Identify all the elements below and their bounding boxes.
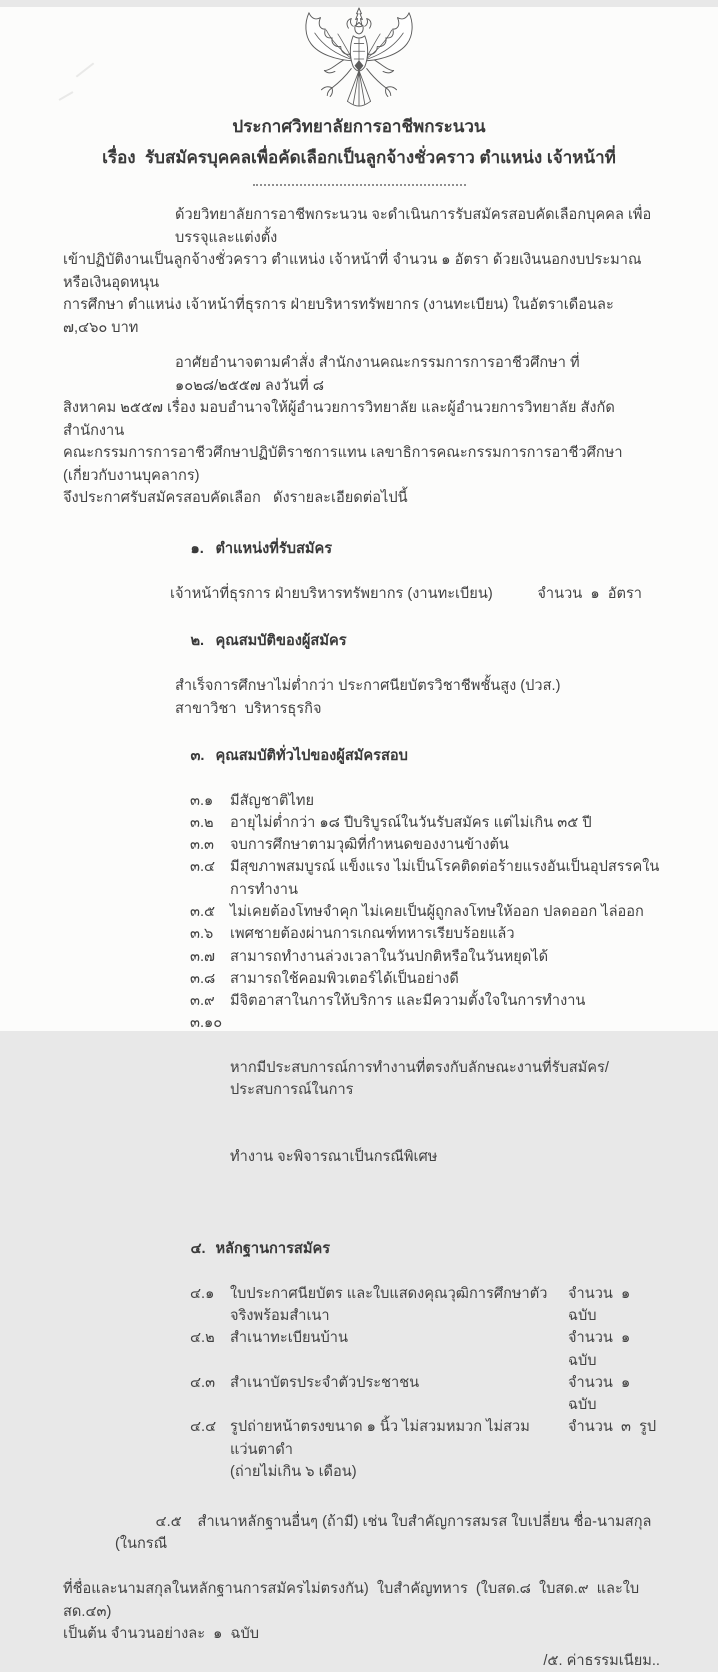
- paragraph-line: เข้าปฏิบัติงานเป็นลูกจ้างชั่วคราว ตำแหน่ง เจ้าหน้าที่ จำนวน ๑ อัตรา ด้วยเงินนอกงบประมาณหรือเงินอุดหนุน: [63, 252, 642, 291]
- item-number: ๔.๒: [190, 1330, 215, 1347]
- list-item: [63, 856, 660, 901]
- item-number: ๔.๑: [190, 1285, 215, 1302]
- item-text-line: ทำงาน จะพิจารณาเป็นกรณีพิเศษ: [230, 1149, 438, 1166]
- item-number: ๓.๑: [190, 792, 214, 809]
- item-text: มีสุขภาพสมบูรณ์ แข็งแรง ไม่เป็นโรคติดต่อร้ายแรงอันเป็นอุปสรรคในการทำงาน: [230, 859, 660, 898]
- list-item: [63, 990, 660, 1012]
- document-title: ประกาศวิทยาลัยการอาชีพกระนวน: [232, 117, 486, 136]
- paragraph-line: คณะกรรมการการอาชีวศึกษาปฏิบัติราชการแทน เลขาธิการคณะกรรมการการอาชีวศึกษา (เกี่ยวกับงานบุคลากร): [63, 445, 627, 484]
- item-number: ๓.๖: [190, 926, 214, 943]
- item-number: ๓.๓: [190, 837, 215, 854]
- position-name: เจ้าหน้าที่ธุรการ ฝ่ายบริหารทรัพยากร (งานทะเบียน): [170, 586, 493, 602]
- section-qualifications: [63, 608, 660, 721]
- document-body: [0, 186, 718, 1672]
- item-text: ไม่เคยต้องโทษจำคุก ไม่เคยเป็นผู้ถูกลงโทษให้ออก ปลดออก ไล่ออก: [230, 903, 644, 920]
- section-title: คุณสมบัติของผู้สมัคร: [215, 633, 347, 649]
- item-text: สำเนาทะเบียนบ้าน: [230, 1330, 348, 1347]
- paragraph-line: การศึกษา ตำแหน่ง เจ้าหน้าที่ธุรการ ฝ่ายบริหารทรัพยากร (งานทะเบียน) ในอัตราเดือนละ ๗,๔๖๐ บาท: [63, 297, 618, 336]
- list-item: [63, 834, 660, 856]
- item-number: ๓.๕: [190, 903, 216, 920]
- list-item: [63, 1012, 660, 1213]
- section-number: ๔.: [190, 1240, 206, 1257]
- list-item: [63, 901, 660, 923]
- item-quantity: จำนวน ๓ รูป: [568, 1419, 657, 1436]
- document-requirement-row: [63, 1327, 660, 1372]
- photo-note: (ถ่ายไม่เกิน ๖ เดือน): [230, 1464, 357, 1481]
- list-item: [63, 812, 660, 834]
- item-number: ๓.๙: [190, 993, 215, 1010]
- section-3-heading: [63, 722, 660, 790]
- item-text-line: หากมีประสบการณ์การทำงานที่ตรงกับลักษณะงานที่รับสมัคร/ประสบการณ์ในการ: [230, 1060, 609, 1099]
- list-item: [63, 968, 660, 990]
- item-number: ๔.๕: [155, 1513, 182, 1530]
- section-title: หลักฐานการสมัคร: [215, 1240, 331, 1257]
- item-text: เพศชายต้องผ่านการเกณฑ์ทหารเรียบร้อยแล้ว: [230, 926, 515, 943]
- scan-artifact: [59, 91, 74, 101]
- item-text: สำเนาบัตรประจำตัวประชาชน: [230, 1374, 420, 1391]
- list-item: [63, 923, 660, 945]
- section-general-qualifications: [63, 722, 660, 1213]
- list-item: [63, 946, 660, 968]
- position-quantity: จำนวน ๑ อัตรา: [537, 586, 642, 602]
- item-number: ๓.๘: [190, 970, 216, 987]
- document-requirement-row: [63, 1283, 660, 1328]
- section-4-heading: [63, 1215, 660, 1283]
- page-continuation-note: /๕. ค่าธรรมเนียม..: [543, 1652, 660, 1669]
- paragraph-line: ด้วยวิทยาลัยการอาชีพกระนวน จะดำเนินการรับสมัครสอบคัดเลือกบุคคล เพื่อบรรจุและแต่งตั้ง: [175, 207, 652, 246]
- section-number: ๓.: [190, 747, 205, 764]
- list-item: [63, 790, 660, 812]
- qualification-line: สำเร็จการศึกษาไม่ต่ำกว่า ประกาศนียบัตรวิชาชีพชั้นสูง (ปวส.): [175, 678, 561, 694]
- section-required-documents: [63, 1215, 660, 1646]
- section-title: คุณสมบัติทั่วไปของผู้สมัครสอบ: [215, 747, 408, 764]
- item-4-5-paragraph: [63, 1488, 660, 1646]
- intro-paragraph-2: [63, 352, 660, 510]
- document-requirement-row: [63, 1372, 660, 1417]
- scan-artifact: [76, 62, 95, 77]
- section-number: ๑.: [190, 541, 204, 557]
- document-requirement-row: [63, 1416, 660, 1461]
- item-text: รูปถ่ายหน้าตรงขนาด ๑ นิ้ว ไม่สวมหมวก ไม่สวมแว่นตาดำ: [230, 1419, 530, 1458]
- section-1-heading: [63, 516, 660, 584]
- paragraph-line: จึงประกาศรับสมัครสอบคัดเลือก ดังรายละเอียดต่อไปนี้: [63, 490, 408, 506]
- item-number: ๓.๗: [190, 948, 216, 965]
- item-text-line: เป็นต้น จำนวนอย่างละ ๑ ฉบับ: [63, 1626, 259, 1643]
- item-number: ๔.๓: [190, 1374, 216, 1391]
- paragraph-line: สิงหาคม ๒๕๕๗ เรื่อง มอบอำนาจให้ผู้อำนวยการวิทยาลัย และผู้อำนวยการวิทยาลัย สังกัดสำนักงาน: [63, 400, 615, 439]
- item-text: [230, 1012, 660, 1213]
- announcement-document-page: [0, 7, 718, 1669]
- position-row: [63, 583, 660, 606]
- section-positions: [63, 516, 660, 606]
- paragraph-line: อาศัยอำนาจตามคำสั่ง สำนักงานคณะกรรมการการอาชีวศึกษา ที่ ๑๐๒๘/๒๕๕๗ ลงวันที่ ๘: [175, 355, 584, 394]
- item-text: สามารถทำงานล่วงเวลาในวันปกติหรือในวันหยุดได้: [230, 948, 549, 965]
- qualification-line: สาขาวิชา บริหารธุรกิจ: [175, 700, 322, 717]
- item-text: อายุไม่ต่ำกว่า ๑๘ ปีบริบูรณ์ในวันรับสมัคร แต่ไม่เกิน ๓๕ ปี: [230, 814, 592, 831]
- item-number: ๔.๔: [190, 1419, 217, 1436]
- item-quantity: จำนวน ๑ ฉบับ: [568, 1374, 639, 1414]
- item-number: ๓.๒: [190, 814, 214, 831]
- item-text-line: สำเนาหลักฐานอื่นๆ (ถ้ามี) เช่น ใบสำคัญการสมรส ใบเปลี่ยน ชื่อ-นามสกุล (ในกรณี: [115, 1513, 656, 1553]
- garuda-emblem-icon: [301, 7, 417, 109]
- intro-paragraph-1: [63, 204, 660, 339]
- item-quantity: จำนวน ๑ ฉบับ: [568, 1285, 639, 1324]
- item-text: ใบประกาศนียบัตร และใบแสดงคุณวุฒิการศึกษาตัวจริงพร้อมสำเนา: [230, 1285, 548, 1324]
- item-number: ๓.๔: [190, 859, 216, 876]
- item-number: ๓.๑๐: [190, 1015, 223, 1032]
- section-2-heading: [63, 608, 660, 676]
- item-text: มีจิตอาสาในการให้บริการ และมีความตั้งใจในการทำงาน: [230, 993, 586, 1010]
- item-text-line: ที่ชื่อและนามสกุลในหลักฐานการสมัครไม่ตรงกัน) ใบสำคัญทหาร (ใบสด.๘ ใบสด.๙ และใบสด.๔๓): [63, 1581, 640, 1620]
- section-number: ๒.: [190, 633, 205, 649]
- item-4-5-line: [63, 1488, 660, 1578]
- item-text: สามารถใช้คอมพิวเตอร์ได้เป็นอย่างดี: [230, 970, 459, 987]
- item-quantity: จำนวน ๑ ฉบับ: [568, 1330, 639, 1369]
- item-text: มีสัญชาติไทย: [230, 792, 315, 809]
- item-text: จบการศึกษาตามวุฒิที่กำหนดของงานข้างต้น: [230, 837, 509, 854]
- document-subject: เรื่อง รับสมัครบุคคลเพื่อคัดเลือกเป็นลูกจ้างชั่วคราว ตำแหน่ง เจ้าหน้าที่: [102, 148, 616, 167]
- section-title: ตำแหน่งที่รับสมัคร: [215, 541, 333, 557]
